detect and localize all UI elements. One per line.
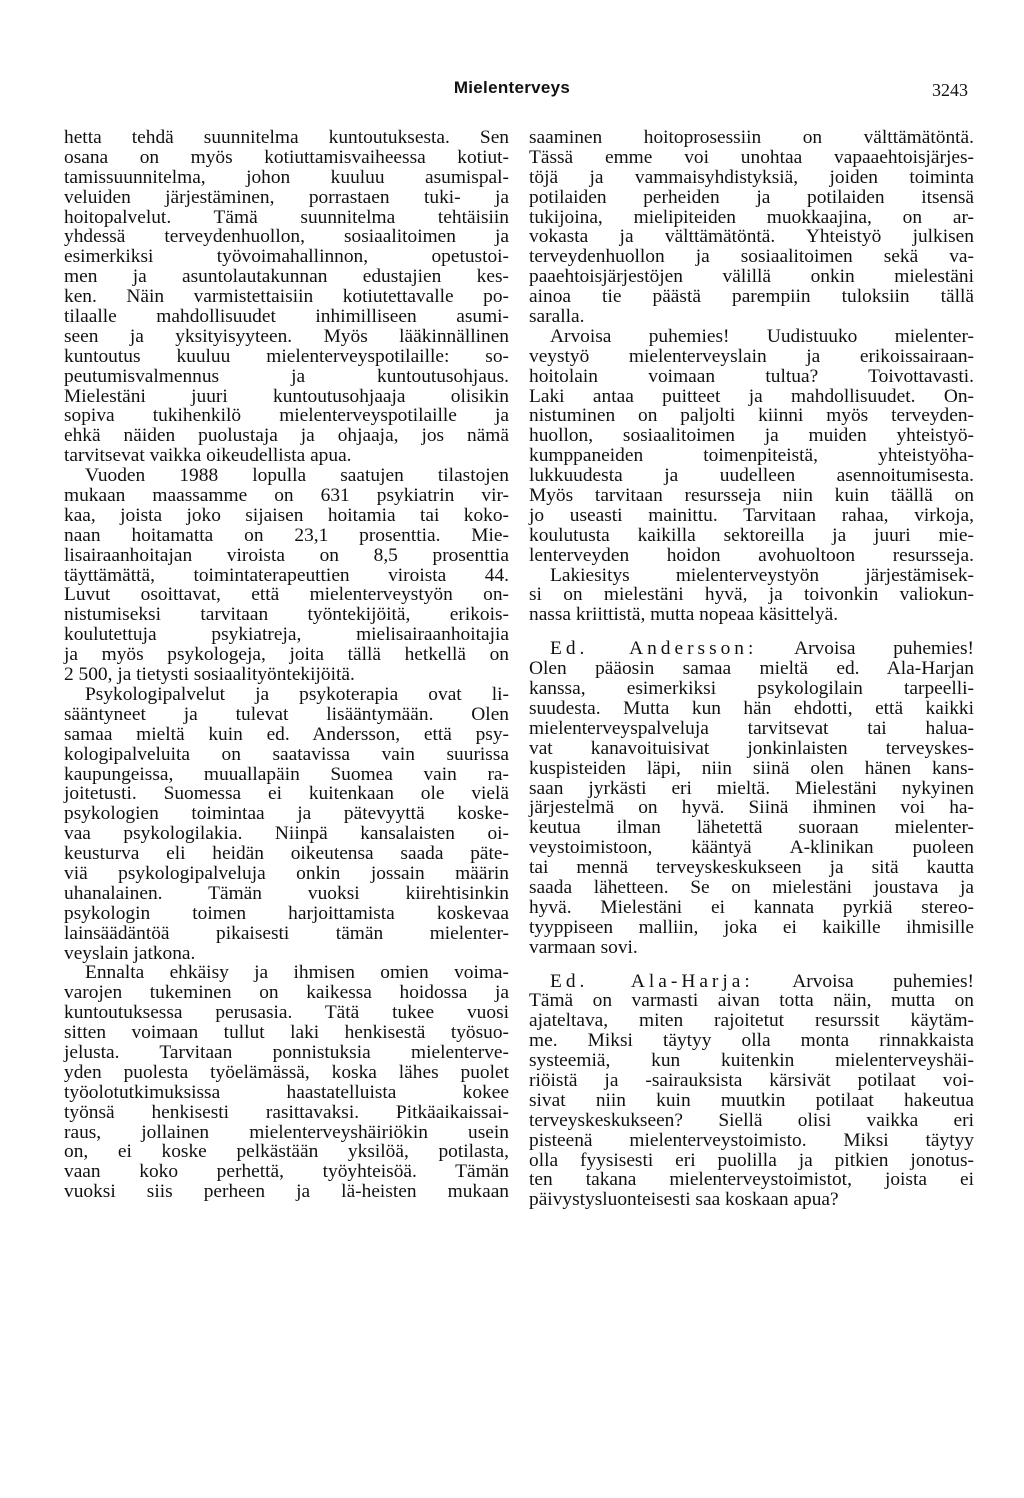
text-line: Vuoden 1988 lopulla saatujen tilastojen bbox=[85, 465, 509, 487]
text-line: seen ja yksityisyyteen. Myös lääkinnällinen bbox=[64, 325, 509, 347]
text-line: saan jyrkästi eri mieltä. Mielestäni nykyinen bbox=[529, 777, 974, 799]
running-head bbox=[0, 78, 1024, 108]
text-line: tamissuunnitelma, johon kuuluu asumispal- bbox=[64, 166, 509, 188]
text-line: Tämä on varmasti aivan totta näin, mutta on bbox=[529, 990, 974, 1012]
page-number: 3243 bbox=[932, 80, 968, 100]
text-line: työnsä henkisesti rasittavaksi. Pitkäaikaissai- bbox=[64, 1101, 509, 1123]
text-line: Psykologipalvelut ja psykoterapia ovat li- bbox=[85, 683, 509, 705]
text-line: tukijoina, mielipiteiden muokkaajina, on ar- bbox=[529, 206, 974, 228]
text-line: vaa psykologilakia. Niinpä kansalaisten oi- bbox=[64, 823, 509, 845]
text-line: saralla. bbox=[529, 306, 585, 328]
text-line: on, ei koske pelkästään yksilöä, potilasta, bbox=[64, 1141, 509, 1163]
text-line: vaan koko perhettä, työyhteisöä. Tämän bbox=[64, 1161, 509, 1183]
text-line: suudesta. Mutta kun hän ehdotti, että kaikki bbox=[529, 697, 974, 719]
text-line: hoitolain voimaan tultua? Toivottavasti. bbox=[529, 365, 974, 387]
text-line: Luvut osoittavat, että mielenterveystyön on- bbox=[64, 584, 509, 606]
text-line: nistuminen on paljolti kiinni myös terveyden- bbox=[529, 405, 974, 427]
speech-opening: Arvoisa puhemies! bbox=[794, 638, 975, 660]
text-line: esimerkiksi työvoimahallinnon, opetustoi- bbox=[64, 246, 509, 268]
text-line: tilaalle mahdollisuudet inhimilliseen asumi- bbox=[64, 306, 509, 328]
text-line: Lakiesitys mielenterveystyön järjestämisek- bbox=[550, 564, 974, 586]
speaker-andersson: Ed. Andersson: bbox=[550, 638, 758, 660]
text-line: huollon, sosiaalitoimen ja muiden yhteistyö- bbox=[529, 425, 974, 447]
text-line: tarvitsevat vaikka oikeudellista apua. bbox=[64, 445, 352, 467]
text-line: vuoksi siis perheen ja lä-heisten mukaan bbox=[64, 1181, 509, 1203]
text-line: potilaiden perheiden ja potilaiden itsensä bbox=[529, 186, 974, 208]
text-line: ainoa tie päästä parempiin tuloksiin tällä bbox=[529, 286, 974, 308]
text-line: olla fyysisesti eri puolilla ja pitkien jonotus- bbox=[529, 1149, 974, 1171]
text-line: samaa mieltä kuin ed. Andersson, että psy- bbox=[64, 723, 509, 745]
text-line: Laki antaa puitteet ja mahdollisuudet. On- bbox=[529, 385, 974, 407]
paragraph-gap bbox=[529, 958, 974, 972]
text-line: terveydenhuollon ja sosiaalitoimen sekä va- bbox=[529, 246, 974, 268]
text-line: varmaan sovi. bbox=[529, 936, 638, 958]
text-line: kanssa, esimerkiksi psykologilain tarpeelli- bbox=[529, 678, 974, 700]
text-line: terveyskeskukseen? Siellä olisi vaikka eri bbox=[529, 1109, 974, 1131]
speaker-line bbox=[529, 639, 974, 659]
text-line: jelusta. Tarvitaan ponnistuksia mielenterve- bbox=[64, 1041, 509, 1063]
text-line: lenterveyden hoidon avohuoltoon resursseja. bbox=[529, 544, 974, 566]
text-line: jo useasti mainittu. Tarvitaan rahaa, virkoja, bbox=[529, 504, 974, 526]
text-line: Mielestäni juuri kuntoutusohjaaja olisikin bbox=[64, 385, 509, 407]
text-line: raus, jollainen mielenterveyshäiriökin usein bbox=[64, 1121, 509, 1143]
text-line: uhanalainen. Tämän vuoksi kiirehtisinkin bbox=[64, 882, 509, 904]
text-line: varojen tukeminen on kaikessa hoidossa ja bbox=[64, 982, 509, 1004]
paragraph-gap bbox=[529, 625, 974, 639]
text-line: veluiden järjestäminen, porrastaen tuki- ja bbox=[64, 186, 509, 208]
text-line: mielenterveyspalveluja tarvitsevat tai halua- bbox=[529, 717, 974, 739]
text-line: koulutettuja psykiatreja, mielisairaanhoitajia bbox=[64, 624, 509, 646]
speaker-ala-harja: Ed. Ala-Harja: bbox=[550, 970, 754, 992]
text-line: osana on myös kotiuttamisvaiheessa kotiut- bbox=[64, 146, 509, 168]
text-line: Tässä emme voi unohtaa vapaaehtoisjärjes- bbox=[529, 146, 974, 168]
text-line: naan hoitamatta on 23,1 prosenttia. Mie- bbox=[64, 524, 509, 546]
text-line: men ja asuntolautakunnan edustajien kes- bbox=[64, 266, 509, 288]
text-line: kaa, joista joko sijaisen hoitamia tai koko- bbox=[64, 504, 509, 526]
text-line: mukaan maassamme on 631 psykiatrin vir- bbox=[64, 485, 509, 507]
text-line: peutumisvalmennus ja kuntoutusohjaus. bbox=[64, 365, 509, 387]
text-line: täyttämättä, toimintaterapeuttien viroista 44. bbox=[64, 564, 509, 586]
text-line: paaehtoisjärjestöjen välillä onkin mielestäni bbox=[529, 266, 974, 288]
left-column bbox=[64, 128, 509, 1202]
text-line: sääntyneet ja tulevat lisääntymään. Olen bbox=[64, 703, 509, 725]
text-line: 2 500, ja tietysti sosiaalityöntekijöitä. bbox=[64, 664, 355, 686]
text-line: kuntoutuksessa perusasia. Tätä tukee vuosi bbox=[64, 1002, 509, 1024]
text-line: hetta tehdä suunnitelma kuntoutuksesta. Sen bbox=[64, 127, 509, 148]
text-line: töjä ja vammaisyhdistyksiä, joiden toiminta bbox=[529, 166, 974, 188]
text-line: psykologin toimen harjoittamista koskevaa bbox=[64, 902, 509, 924]
text-line: saaminen hoitoprosessiin on välttämätöntä. bbox=[529, 127, 974, 148]
text-line: ajateltava, miten rajoitetut resurssit käytäm- bbox=[529, 1010, 974, 1032]
text-line: lisairaanhoitajan viroista on 8,5 prosenttia bbox=[64, 544, 509, 566]
speech-opening: Arvoisa puhemies! bbox=[792, 970, 975, 992]
text-line: psykologien toimintaa ja pätevyyttä koske- bbox=[64, 803, 509, 825]
text-line: Olen pääosin samaa mieltä ed. Ala-Harjan bbox=[529, 658, 974, 680]
text-line: systeemiä, kun kuitenkin mielenterveyshäi- bbox=[529, 1050, 974, 1072]
right-column bbox=[529, 128, 974, 1210]
text-line: sivat niin kuin muutkin potilaat hakeutua bbox=[529, 1089, 974, 1111]
text-line: vokasta ja välttämätöntä. Yhteistyö julkisen bbox=[529, 226, 974, 248]
text-line: ehkä näiden puolustaja ja ohjaaja, jos nämä bbox=[64, 425, 509, 447]
text-line: keutua ilman lähetettä suoraan mielenter- bbox=[529, 817, 974, 839]
text-line: työolotutkimuksissa haastatelluista kokee bbox=[64, 1081, 509, 1103]
text-line: veystyö mielenterveyslain ja erikoissairaan- bbox=[529, 345, 974, 367]
section-title: Mielenterveys bbox=[453, 78, 571, 97]
text-line: ten takana mielenterveystoimistot, joista ei bbox=[529, 1169, 974, 1191]
text-line: Ennalta ehkäisy ja ihmisen omien voima- bbox=[85, 962, 509, 984]
text-line: pisteenä mielenterveystoimisto. Miksi täytyy bbox=[529, 1129, 974, 1151]
text-line: tai mennä terveyskeskukseen ja sitä kautta bbox=[529, 857, 974, 879]
text-line: kaupungeissa, muuallapäin Suomea vain ra- bbox=[64, 763, 509, 785]
text-line: nistumiseksi tarvitaan työntekijöitä, erikois- bbox=[64, 604, 509, 626]
text-line: me. Miksi täytyy olla monta rinnakkaista bbox=[529, 1030, 974, 1052]
text-line: yhdessä terveydenhuollon, sosiaalitoimen ja bbox=[64, 226, 509, 248]
speaker-line bbox=[529, 972, 974, 992]
text-line: viä psykologipalveluja onkin jossain määrin bbox=[64, 862, 509, 884]
text-line: kuntoutus kuuluu mielenterveyspotilaille: so- bbox=[64, 345, 509, 367]
text-line: sopiva tukihenkilö mielenterveyspotilaille ja bbox=[64, 405, 509, 427]
text-line: lainsäädäntöä pikaisesti tämän mielenter- bbox=[64, 922, 509, 944]
text-line: kumppaneiden toimenpiteistä, yhteistyöha- bbox=[529, 445, 974, 467]
text-line: yden puolesta työelämässä, koska lähes puolet bbox=[64, 1061, 509, 1083]
text-line: päivystysluonteisesti saa koskaan apua? bbox=[529, 1189, 839, 1211]
text-line: sitten voimaan tullut laki henkisestä työsuo- bbox=[64, 1022, 509, 1044]
text-line: Arvoisa puhemies! Uudistuuko mielenter- bbox=[550, 325, 974, 347]
text-line: koulutusta kaikilla sektoreilla ja juuri mie- bbox=[529, 524, 974, 546]
text-line: si on mielestäni hyvä, ja toivonkin valiokun- bbox=[529, 584, 974, 606]
text-line: joitetusti. Suomessa ei kuitenkaan ole vielä bbox=[64, 783, 509, 805]
text-line: veyslain jatkona. bbox=[64, 942, 196, 964]
text-line: kologipalveluita on saatavissa vain suurissa bbox=[64, 743, 509, 765]
text-line: ken. Näin varmistettaisiin kotiutettavalle po- bbox=[64, 286, 509, 308]
text-line: järjestelmä on hyvä. Siinä ihminen voi ha- bbox=[529, 797, 974, 819]
text-line: tyyppiseen malliin, joka ei kaikille ihmisille bbox=[529, 916, 974, 938]
text-line: lukkuudesta ja uudelleen asennoitumisesta. bbox=[529, 465, 974, 487]
text-line: vat kanavoituisivat jonkinlaisten terveyskes- bbox=[529, 737, 974, 759]
text-line: veystoimistoon, kääntyä A-klinikan puoleen bbox=[529, 837, 974, 859]
text-line: saada lähetteen. Se on mielestäni joustava ja bbox=[529, 876, 974, 898]
text-line: keusturva eli heidän oikeutensa saada päte- bbox=[64, 843, 509, 865]
text-line: hoitopalvelut. Tämä suunnitelma tehtäisiin bbox=[64, 206, 509, 228]
text-line: kuspisteiden läpi, niin siinä olen hänen kans- bbox=[529, 757, 974, 779]
text-line: nassa kriittistä, mutta nopeaa käsittelyä. bbox=[529, 604, 839, 626]
text-line: riöistä ja -sairauksista kärsivät potilaat voi- bbox=[529, 1069, 974, 1091]
text-line: hyvä. Mielestäni ei kannata pyrkiä stereo- bbox=[529, 896, 974, 918]
text-line: Myös tarvitaan resursseja niin kuin täällä on bbox=[529, 485, 974, 507]
text-line: ja myös psykologeja, joita tällä hetkellä on bbox=[64, 644, 509, 666]
